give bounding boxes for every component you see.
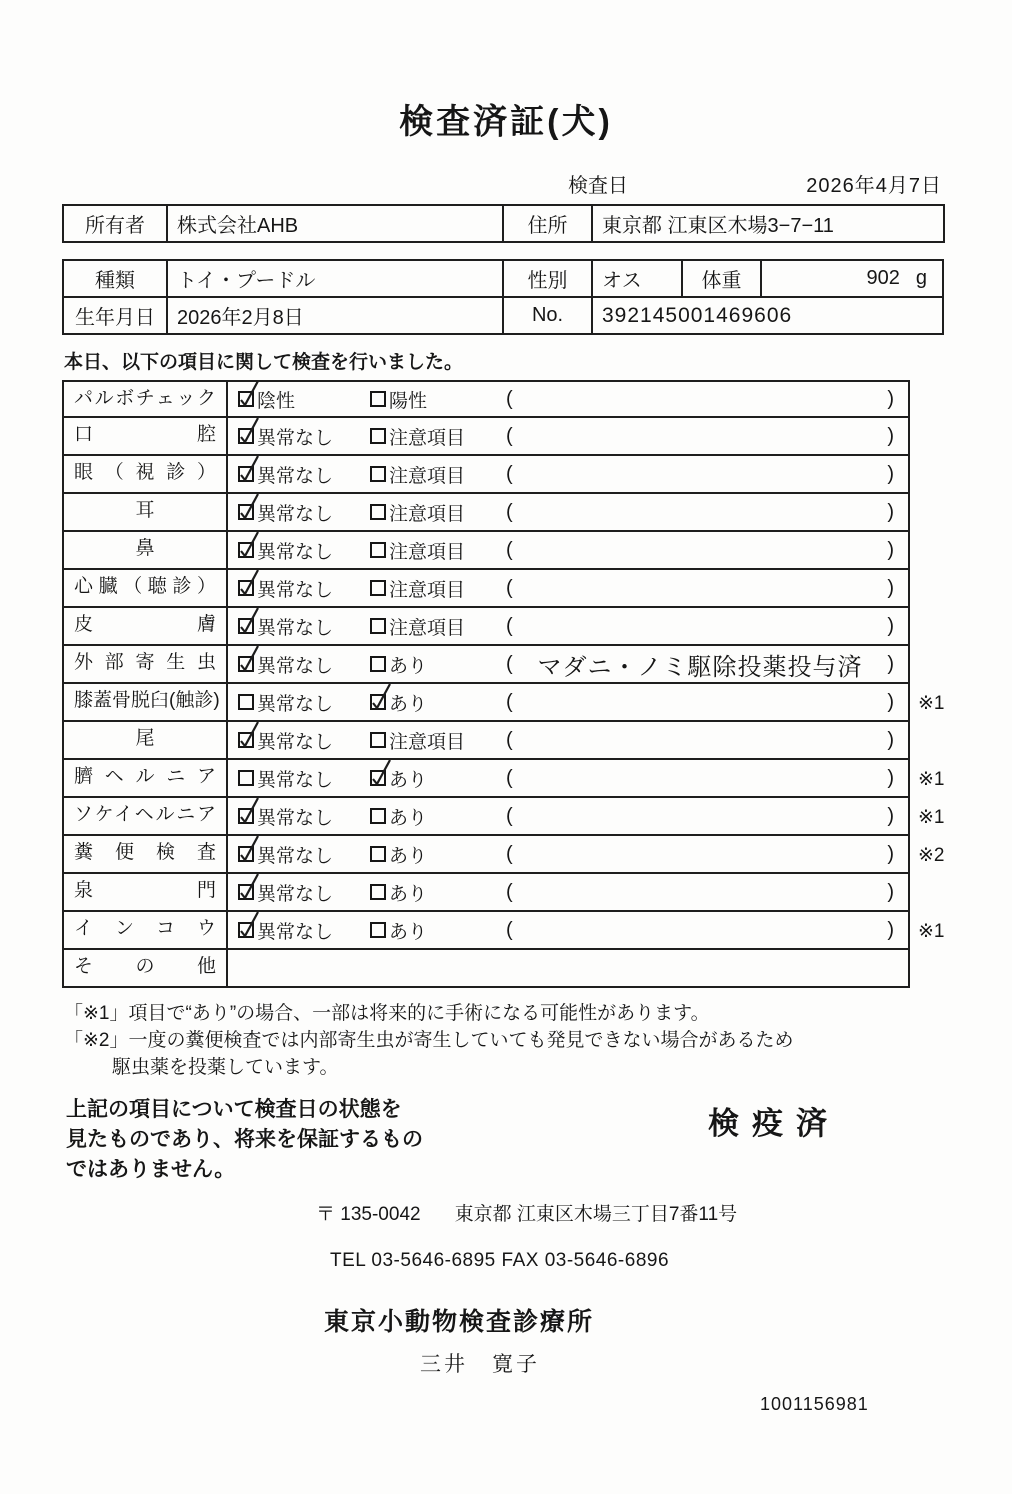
paren-open: ( [506, 500, 513, 523]
dog-info-table [62, 259, 944, 335]
serial-number: 1001156981 [760, 1394, 869, 1414]
checklist-row-other [62, 950, 1012, 988]
option-normal [238, 575, 370, 602]
checkbox-caution[interactable] [370, 428, 386, 444]
footnote-ref [910, 570, 974, 608]
checkbox-normal[interactable] [238, 618, 254, 634]
checkbox-caution[interactable] [370, 580, 386, 596]
option-normal-label: 異常なし [257, 579, 334, 601]
checklist-row-nose [62, 532, 1012, 570]
paren-close: ) [887, 690, 894, 713]
item-options [228, 418, 910, 456]
checkbox-normal[interactable] [238, 808, 254, 824]
paren-close: ) [887, 576, 894, 599]
checklist-row-ears [62, 494, 1012, 532]
checkbox-normal[interactable] [238, 694, 254, 710]
item-options [228, 836, 910, 874]
remarks-field [506, 615, 908, 638]
footnotes-section [64, 1000, 1012, 1081]
item-options [228, 798, 910, 836]
paren-close: ) [887, 842, 894, 865]
checklist-row-eyes [62, 456, 1012, 494]
remarks-field [506, 501, 908, 524]
option-normal-label: 異常なし [257, 731, 334, 753]
checklist-row-fontanelle [62, 874, 1012, 912]
remarks-field [506, 881, 908, 904]
footnote-1: 「※1」項目で“あり”の場合、一部は将来的に手術になる可能性があります。 [64, 1003, 710, 1024]
option-present [370, 841, 506, 868]
item-label: インコウ [62, 912, 228, 950]
option-normal-label: 異常なし [257, 617, 334, 639]
weight-unit: g [915, 267, 927, 289]
weight-label: 体重 [682, 260, 761, 297]
checkbox-normal[interactable] [238, 732, 254, 748]
option-caution-label: 注意項目 [389, 541, 466, 563]
remarks-field [506, 577, 908, 600]
footnote-ref [910, 418, 974, 456]
option-caution-label: 注意項目 [389, 731, 466, 753]
item-options [228, 722, 910, 760]
remarks-field [506, 425, 908, 448]
checklist-row-tail [62, 722, 1012, 760]
checklist-row-oral [62, 418, 1012, 456]
checkbox-caution[interactable] [370, 732, 386, 748]
checkbox-present[interactable] [370, 922, 386, 938]
option-caution [370, 461, 506, 488]
checkbox-present[interactable] [370, 770, 386, 786]
weight-cell [761, 260, 943, 297]
option-caution-label: 注意項目 [389, 465, 466, 487]
item-label: 泉門 [62, 874, 228, 912]
remarks-field [506, 843, 908, 866]
disclaimer-line-2: 見たものであり、将来を保証するもの [66, 1128, 423, 1151]
intro-text: 本日、以下の項目に関して検査を行いました。 [64, 352, 464, 373]
option-normal-label: 異常なし [257, 427, 334, 449]
breed-label: 種類 [63, 260, 167, 297]
remarks-field [506, 539, 908, 562]
item-label: 臍ヘルニア [62, 760, 228, 798]
option-normal-label: 異常なし [257, 845, 334, 867]
option-normal-label: 異常なし [257, 503, 334, 525]
paren-close: ) [887, 880, 894, 903]
checklist-row-heart [62, 570, 1012, 608]
birthdate-label: 生年月日 [63, 297, 167, 334]
paren-open: ( [506, 918, 513, 941]
address-label: 住所 [503, 205, 592, 242]
weight-value: 902 [866, 267, 900, 289]
option-caution-label: 注意項目 [389, 503, 466, 525]
option-normal [238, 765, 370, 792]
paren-close: ) [887, 804, 894, 827]
remarks-field [506, 647, 908, 682]
item-label: ソケイヘルニア [62, 798, 228, 836]
paren-open: ( [506, 424, 513, 447]
option-present [370, 917, 506, 944]
item-options [228, 570, 910, 608]
option-present [370, 651, 506, 678]
checkbox-present[interactable] [370, 884, 386, 900]
checkbox-present[interactable] [370, 846, 386, 862]
clinic-address-line [316, 1199, 1012, 1226]
paren-open: ( [506, 387, 513, 410]
checklist-row-skin [62, 608, 1012, 646]
option-caution-label: 注意項目 [389, 617, 466, 639]
inspection-date-label: 検査日 [568, 175, 628, 197]
item-label: 皮膚 [62, 608, 228, 646]
checkbox-negative[interactable] [238, 391, 254, 407]
item-options [228, 608, 910, 646]
remarks-field [506, 919, 908, 942]
item-label: 眼（視診） [62, 456, 228, 494]
option-caution [370, 537, 506, 564]
footnote-ref: ※2 [918, 844, 945, 866]
option-normal [238, 613, 370, 640]
item-options [228, 912, 910, 950]
paren-close: ) [887, 424, 894, 447]
footnote-ref: ※1 [918, 806, 945, 828]
option-present-label: あり [389, 655, 428, 677]
item-label: 鼻 [62, 532, 228, 570]
checkbox-normal[interactable] [238, 580, 254, 596]
remarks-field [506, 805, 908, 828]
option-normal [238, 423, 370, 450]
footnote-ref [910, 608, 974, 646]
checkbox-caution[interactable] [370, 618, 386, 634]
item-options [228, 380, 910, 418]
option-normal [238, 917, 370, 944]
option-present [370, 765, 506, 792]
footnote-ref [910, 950, 974, 988]
checklist-row-inguinal-hernia [62, 798, 1012, 836]
quarantine-stamp: 検疫済 [708, 1106, 840, 1141]
footnote-ref [910, 874, 974, 912]
paren-open: ( [506, 804, 513, 827]
option-present-label: あり [389, 807, 428, 829]
owner-label: 所有者 [63, 205, 167, 242]
item-options [228, 494, 910, 532]
inspection-checklist [62, 380, 1012, 988]
footnote-ref [910, 532, 974, 570]
inspection-date-value: 2026年4月7日 [806, 175, 942, 197]
checkbox-normal[interactable] [238, 922, 254, 938]
checkbox-normal[interactable] [238, 504, 254, 520]
number-label: No. [503, 297, 592, 334]
checkbox-positive[interactable] [370, 391, 386, 407]
checkbox-normal[interactable] [238, 542, 254, 558]
item-label: 尾 [62, 722, 228, 760]
checkbox-normal[interactable] [238, 428, 254, 444]
breed-value: トイ・プードル [167, 260, 503, 297]
paren-open: ( [506, 880, 513, 903]
footnote-ref [910, 646, 974, 684]
paren-close: ) [887, 387, 894, 410]
paren-open: ( [506, 462, 513, 485]
item-options [228, 456, 910, 494]
option-normal [238, 689, 370, 716]
item-options [228, 760, 910, 798]
option-caution-label: 注意項目 [389, 579, 466, 601]
clinic-tel-fax: TEL 03-5646-6895 FAX 03-5646-6896 [330, 1250, 670, 1271]
dog-info-row-2 [63, 297, 943, 334]
item-label: その他 [62, 950, 228, 988]
owner-table [62, 204, 945, 243]
number-value: 392145001469606 [592, 297, 943, 334]
option-positive [370, 386, 506, 413]
item-label: 口腔 [62, 418, 228, 456]
remarks-text: マダニ・ノミ駆除投薬投与済 [537, 653, 863, 681]
item-label: パルボチェック [62, 380, 228, 418]
footnote-ref [910, 722, 974, 760]
checkbox-normal[interactable] [238, 846, 254, 862]
checkbox-normal[interactable] [238, 884, 254, 900]
item-options [228, 646, 910, 684]
paren-close: ) [887, 538, 894, 561]
item-label: 心臓（聴診） [62, 570, 228, 608]
option-normal-label: 異常なし [257, 769, 334, 791]
option-normal-label: 異常なし [257, 921, 334, 943]
checkbox-caution[interactable] [370, 504, 386, 520]
page-title: 検査済証(犬) [399, 103, 613, 141]
footnote-ref: ※1 [918, 920, 945, 942]
checkbox-caution[interactable] [370, 466, 386, 482]
option-present [370, 879, 506, 906]
option-normal-label: 異常なし [257, 693, 334, 715]
checkbox-caution[interactable] [370, 542, 386, 558]
option-normal-label: 異常なし [257, 883, 334, 905]
paren-open: ( [506, 842, 513, 865]
option-present [370, 803, 506, 830]
paren-close: ) [887, 614, 894, 637]
paren-open: ( [506, 690, 513, 713]
checklist-row-fecal-exam [62, 836, 1012, 874]
item-label: 外部寄生虫 [62, 646, 228, 684]
item-label: 糞便検査 [62, 836, 228, 874]
clinic-name: 東京小動物検査診療所 [324, 1308, 595, 1336]
option-normal [238, 651, 370, 678]
item-options [228, 684, 910, 722]
paren-open: ( [506, 576, 513, 599]
option-normal [238, 537, 370, 564]
remarks-field [506, 767, 908, 790]
paren-open: ( [506, 728, 513, 751]
checklist-row-parvo [62, 380, 1012, 418]
checkbox-present[interactable] [370, 694, 386, 710]
owner-value: 株式会社AHB [167, 205, 503, 242]
option-normal [238, 879, 370, 906]
option-normal [238, 461, 370, 488]
option-caution-label: 注意項目 [389, 427, 466, 449]
dog-info-row-1 [63, 260, 943, 297]
option-present-label: あり [389, 921, 428, 943]
paren-open: ( [506, 538, 513, 561]
option-caution [370, 613, 506, 640]
option-normal-label: 異常なし [257, 465, 334, 487]
item-options [228, 950, 910, 988]
remarks-field [506, 729, 908, 752]
option-negative-label: 陰性 [257, 390, 296, 412]
checkbox-normal[interactable] [238, 770, 254, 786]
paren-close: ) [887, 652, 894, 675]
clinic-postal-code: 〒 135-0042 [316, 1204, 421, 1225]
checkbox-normal[interactable] [238, 656, 254, 672]
option-normal [238, 499, 370, 526]
owner-row [63, 205, 944, 242]
option-caution [370, 423, 506, 450]
checkbox-present[interactable] [370, 656, 386, 672]
option-normal-label: 異常なし [257, 807, 334, 829]
remarks-field [506, 463, 908, 486]
checklist-row-inkou [62, 912, 1012, 950]
checklist-row-patella [62, 684, 1012, 722]
option-normal-label: 異常なし [257, 655, 334, 677]
paren-close: ) [887, 462, 894, 485]
option-caution [370, 499, 506, 526]
checklist-row-umbilical-hernia [62, 760, 1012, 798]
option-present-label: あり [389, 769, 428, 791]
veterinarian-name: 三井 寛子 [420, 1353, 540, 1376]
item-options [228, 874, 910, 912]
footnote-ref [910, 456, 974, 494]
inspection-date-row [62, 169, 942, 198]
option-normal-label: 異常なし [257, 541, 334, 563]
option-normal [238, 803, 370, 830]
checkbox-present[interactable] [370, 808, 386, 824]
option-present-label: あり [389, 693, 428, 715]
paren-open: ( [506, 614, 513, 637]
option-normal [238, 727, 370, 754]
paren-open: ( [506, 652, 513, 675]
address-value: 東京都 江東区木場3−7−11 [592, 205, 944, 242]
disclaimer-line-1: 上記の項目について検査日の状態を [66, 1098, 402, 1121]
footnote-ref [910, 380, 974, 418]
option-positive-label: 陽性 [389, 390, 428, 412]
option-present-label: あり [389, 845, 428, 867]
sex-label: 性別 [503, 260, 592, 297]
footnote-2-line-1: 「※2」一度の糞便検査では内部寄生虫が寄生していても発見できない場合があるため [64, 1030, 794, 1051]
footnote-ref: ※1 [918, 768, 945, 790]
remarks-field [506, 691, 908, 714]
option-present [370, 689, 506, 716]
disclaimer-text [66, 1095, 1012, 1185]
paren-close: ) [887, 918, 894, 941]
checklist-row-external-parasites [62, 646, 1012, 684]
paren-close: ) [887, 728, 894, 751]
item-label: 膝蓋骨脱臼(触診) [62, 684, 228, 722]
option-negative [238, 386, 370, 413]
paren-close: ) [887, 766, 894, 789]
option-caution [370, 575, 506, 602]
option-caution [370, 727, 506, 754]
footnote-ref [910, 494, 974, 532]
disclaimer-line-3: ではありません。 [66, 1158, 236, 1181]
footnote-ref: ※1 [918, 692, 945, 714]
footnote-2-line-2: 駆虫薬を投薬しています。 [112, 1057, 339, 1078]
remarks-field [506, 388, 908, 411]
sex-value: オス [592, 260, 682, 297]
clinic-address: 東京都 江東区木場三丁目7番11号 [454, 1204, 738, 1225]
option-normal [238, 841, 370, 868]
option-present-label: あり [389, 883, 428, 905]
paren-close: ) [887, 500, 894, 523]
item-options [228, 532, 910, 570]
item-label: 耳 [62, 494, 228, 532]
birthdate-value: 2026年2月8日 [167, 297, 503, 334]
checkbox-normal[interactable] [238, 466, 254, 482]
paren-open: ( [506, 766, 513, 789]
